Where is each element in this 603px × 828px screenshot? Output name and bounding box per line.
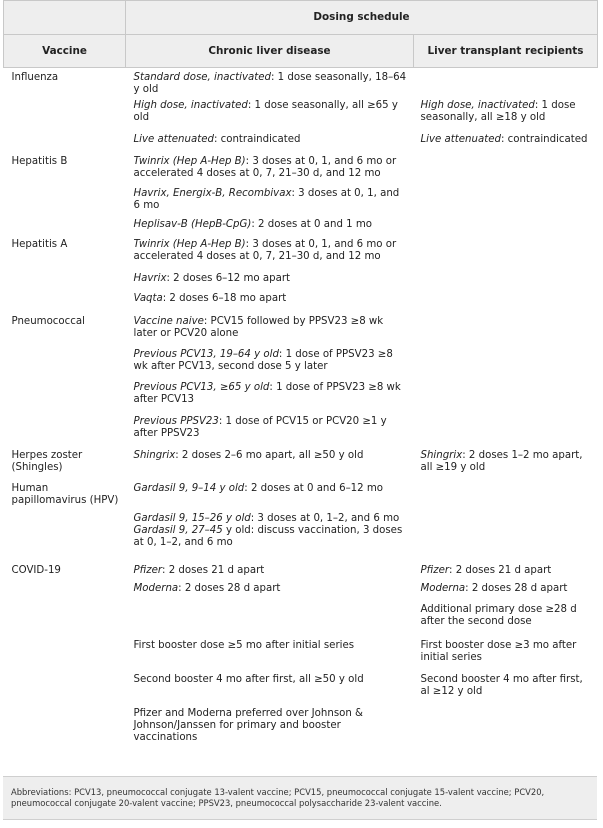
hpv-older-line xyxy=(134,513,408,525)
table-cell xyxy=(414,186,598,219)
vaccine-name-empty xyxy=(4,186,126,219)
table-cell xyxy=(126,481,414,513)
table-row xyxy=(4,237,598,273)
cell-text: : 2 doses at 0 and 6–12 mo xyxy=(244,482,384,494)
table-row xyxy=(4,134,598,154)
cell-text: : 2 doses at 0 and 1 mo xyxy=(251,218,373,230)
header-chronic-liver-disease: Chronic liver disease xyxy=(126,35,414,68)
cell-label: Previous PPSV23 xyxy=(133,415,219,427)
table-row xyxy=(4,446,598,481)
vaccine-name-empty xyxy=(4,100,126,134)
cell-label: Gardasil 9, 9–14 y old xyxy=(133,482,245,494)
cell-text: : 1 dose seasonally, all ≥65 y old xyxy=(133,99,398,123)
cell-text: : 1 dose of PCV15 or PCV20 ≥1 y after PPSV23 xyxy=(133,415,387,439)
vaccine-name: Hepatitis B xyxy=(11,155,68,167)
table-cell xyxy=(126,601,414,638)
table-cell xyxy=(414,68,598,100)
table-row xyxy=(4,219,598,237)
table-cell xyxy=(414,563,598,583)
table-row xyxy=(4,583,598,601)
cell-label: Pfizer xyxy=(420,564,450,576)
cell-text: : 3 doses at 0, 1, and 6 mo or accelerated 4 doses at 0, 7, 21–30 d, and 12 mo xyxy=(133,155,397,179)
header-vaccine: Vaccine xyxy=(4,35,126,68)
table-cell xyxy=(414,237,598,273)
vaccine-name-empty xyxy=(4,134,126,154)
vaccine-name-empty xyxy=(4,583,126,601)
cell-label: Live attenuated xyxy=(420,133,501,145)
table-row xyxy=(4,513,598,563)
cell-label: Gardasil 9, 15–26 y old xyxy=(133,512,251,524)
cell-label: Moderna xyxy=(420,582,466,594)
footnote-text: Abbreviations: PCV13, pneumococcal conjugate 13-valent vaccine; PCV15, pneumococcal conjugate 15-valent vaccine; PCV20, pneumococcal conjugate 20-valent vaccine; PPSV23, pneumococcal polysaccharide 23-valent vaccine. xyxy=(11,787,545,808)
cell-label: Standard dose, inactivated xyxy=(133,72,271,83)
cell-label: Gardasil 9, 27–45 xyxy=(133,524,223,536)
cell-text: y old: discuss vaccination, 3 doses at 0, 1–2, and 6 mo xyxy=(133,524,403,549)
table-row xyxy=(4,347,598,380)
table-cell xyxy=(126,563,414,583)
cell-text: : 2 doses 2–6 mo apart, all ≥50 y old xyxy=(175,449,364,461)
table-cell xyxy=(126,186,414,219)
table-cell xyxy=(126,347,414,380)
vaccine-name-empty xyxy=(4,601,126,638)
table-cell xyxy=(414,446,598,481)
cell-label: Shingrix xyxy=(133,449,176,461)
table-row xyxy=(4,68,598,100)
vaccine-name: COVID-19 xyxy=(11,564,61,576)
table-cell xyxy=(414,154,598,186)
cell-label: Shingrix xyxy=(420,449,463,461)
cell-text: : 3 doses at 0, 1–2, and 6 mo xyxy=(250,512,400,524)
table-cell: Additional primary dose ≥28 d after the second dose xyxy=(420,603,577,627)
cell-text: : 2 doses 6–18 mo apart xyxy=(162,292,287,304)
cell-label: Previous PCV13, ≥65 y old xyxy=(133,381,270,393)
table-cell xyxy=(414,380,598,414)
vaccine-name: Pneumococcal xyxy=(11,315,85,327)
vaccine-name: Human papillomavirus (HPV) xyxy=(11,482,119,506)
table-row xyxy=(4,672,598,706)
abbreviations-footnote xyxy=(3,776,597,820)
cell-text: : 2 doses 21 d apart xyxy=(449,564,552,576)
cell-label: Heplisav-B (HepB-CpG) xyxy=(133,218,252,230)
table-cell xyxy=(414,513,598,563)
table-cell xyxy=(414,273,598,293)
table-cell xyxy=(126,414,414,446)
header-dosing-schedule: Dosing schedule xyxy=(126,1,598,35)
cell-label: Previous PCV13, 19–64 y old xyxy=(133,348,279,360)
vaccine-name-empty xyxy=(4,273,126,293)
cell-text: : 2 doses 6–12 mo apart xyxy=(166,272,291,284)
cell-label: Vaccine naive xyxy=(133,315,204,327)
table-row xyxy=(4,563,598,583)
table-row xyxy=(4,706,598,752)
table-cell xyxy=(126,273,414,293)
cell-label: Havrix, Energix-B, Recombivax xyxy=(133,187,292,199)
table-cell xyxy=(126,134,414,154)
table-cell xyxy=(126,583,414,601)
table-cell xyxy=(414,583,598,601)
cell-label: Twinrix (Hep A-Hep B) xyxy=(133,155,246,167)
cell-label: Havrix xyxy=(133,272,167,284)
cell-text: : 2 doses 28 d apart xyxy=(178,582,281,594)
cell-text: : 2 doses 28 d apart xyxy=(465,582,568,594)
table-cell xyxy=(414,293,598,314)
table-row xyxy=(4,100,598,134)
hpv-adult-line xyxy=(134,525,408,550)
table-row xyxy=(4,154,598,186)
dosing-schedule-table xyxy=(3,0,598,752)
vaccine-table-container xyxy=(3,0,599,808)
table-row xyxy=(4,380,598,414)
cell-label: Twinrix (Hep A-Hep B) xyxy=(133,238,246,250)
table-cell xyxy=(126,446,414,481)
table-cell xyxy=(126,100,414,134)
table-cell: First booster dose ≥3 mo after initial series xyxy=(420,639,577,663)
cell-text: : 3 doses at 0, 1, and 6 mo xyxy=(133,187,400,211)
header-liver-transplant: Liver transplant recipients xyxy=(414,35,598,68)
table-row xyxy=(4,414,598,446)
table-cell: Pfizer and Moderna preferred over Johnson & Johnson/Janssen for primary and booster vaccinations xyxy=(133,707,363,744)
table-cell xyxy=(126,513,414,563)
table-row xyxy=(4,601,598,638)
vaccine-name-empty xyxy=(4,219,126,237)
cell-text: : 1 dose of PPSV23 ≥8 wk after PCV13, second dose 5 y later xyxy=(133,348,393,372)
table-cell: Second booster 4 mo after first, all ≥50 y old xyxy=(133,673,364,685)
table-cell xyxy=(126,219,414,237)
cell-text: : 1 dose seasonally, 18–64 y old xyxy=(133,72,407,96)
table-cell xyxy=(414,706,598,752)
cell-text: : 1 dose seasonally, all ≥18 y old xyxy=(420,99,576,123)
cell-label: High dose, inactivated xyxy=(133,99,248,111)
cell-label: Pfizer xyxy=(133,564,163,576)
table-cell xyxy=(414,219,598,237)
cell-text: : 1 dose of PPSV23 ≥8 wk after PCV13 xyxy=(133,381,401,405)
cell-text: : contraindicated xyxy=(213,133,301,145)
cell-label: Moderna xyxy=(133,582,179,594)
table-cell xyxy=(414,481,598,513)
table-row xyxy=(4,481,598,513)
table-row xyxy=(4,293,598,314)
vaccine-name-empty xyxy=(4,513,126,563)
table-cell xyxy=(126,154,414,186)
table-row xyxy=(4,273,598,293)
table-cell xyxy=(126,68,414,100)
vaccine-name-empty xyxy=(4,380,126,414)
header-blank xyxy=(4,1,126,35)
table-cell xyxy=(126,314,414,347)
table-cell xyxy=(414,414,598,446)
table-cell: First booster dose ≥5 mo after initial series xyxy=(133,639,355,651)
table-cell xyxy=(126,380,414,414)
table-row xyxy=(4,186,598,219)
vaccine-name-empty xyxy=(4,293,126,314)
table-cell xyxy=(126,293,414,314)
vaccine-name: Influenza xyxy=(11,72,59,83)
vaccine-name-empty xyxy=(4,414,126,446)
cell-text: : contraindicated xyxy=(500,133,588,145)
vaccine-name-empty xyxy=(4,706,126,752)
table-cell xyxy=(414,347,598,380)
cell-label: Live attenuated xyxy=(133,133,214,145)
table-cell xyxy=(414,100,598,134)
cell-label: High dose, inactivated xyxy=(420,99,535,111)
vaccine-name-empty xyxy=(4,347,126,380)
table-cell xyxy=(414,134,598,154)
cell-text: : 2 doses 1–2 mo apart, all ≥19 y old xyxy=(420,449,583,473)
vaccine-name: Hepatitis A xyxy=(11,238,68,250)
table-cell xyxy=(414,314,598,347)
table-row xyxy=(4,314,598,347)
cell-text: : PCV15 followed by PPSV23 ≥8 wk later or PCV20 alone xyxy=(133,315,384,339)
table-row xyxy=(4,638,598,672)
cell-text: : 3 doses at 0, 1, and 6 mo or accelerated 4 doses at 0, 7, 21–30 d, and 12 mo xyxy=(133,238,397,262)
vaccine-name-empty xyxy=(4,672,126,706)
cell-label: Vaqta xyxy=(133,292,163,304)
vaccine-name-empty xyxy=(4,638,126,672)
table-cell xyxy=(126,237,414,273)
cell-text: : 2 doses 21 d apart xyxy=(162,564,265,576)
table-cell: Second booster 4 mo after first, al ≥12 y old xyxy=(420,673,583,697)
vaccine-name: Herpes zoster (Shingles) xyxy=(11,449,83,473)
